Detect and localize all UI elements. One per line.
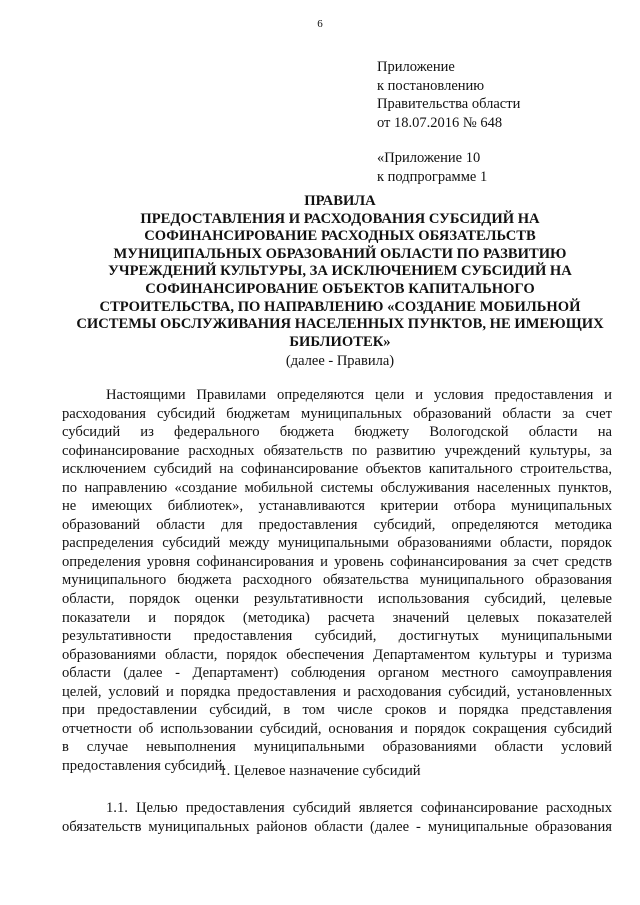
- paragraph-line: обязательств муниципальных районов области (далее - муниципальные образования: [62, 818, 612, 835]
- paragraph-line: софинансирование расходных обязательств по развитию учреждений культуры, за: [62, 442, 612, 459]
- paragraph-line: предоставления субсидий.: [62, 757, 227, 774]
- appendix-header: [377, 58, 520, 186]
- paragraph-line: Настоящими Правилами определяются цели и условия предоставления и: [106, 387, 612, 403]
- appendix-line: Правительства области: [377, 96, 521, 112]
- paragraph-line: по направлению «создание мобильной системы обслуживания населенных пунктов,: [62, 479, 612, 496]
- title-line: СОФИНАНСИРОВАНИЕ ОБЪЕКТОВ КАПИТАЛЬНОГО: [145, 280, 535, 297]
- paragraph-line: определения уровня софинансирования и уровень софинансирования за счет средств: [62, 553, 612, 570]
- paragraph-line: отчетности об использовании субсидий, основания и порядок сокращения субсидий: [62, 720, 612, 737]
- paragraph-line: не имеющих библиотек», устанавливаются критерии отбора муниципальных: [62, 498, 612, 515]
- title-line: ПРАВИЛА: [304, 193, 376, 209]
- paragraph-line: области, порядок оценки результативности использования субсидий, целевые: [62, 591, 612, 608]
- paragraph-line: 1.1. Целью предоставления субсидий является софинансирование расходных: [106, 800, 612, 816]
- paragraph-1-1: [62, 799, 612, 836]
- title-line: БИБЛИОТЕК»: [289, 333, 391, 350]
- paragraph-line: образований области для предоставления субсидий, определяются методика: [62, 516, 612, 533]
- paragraph-line: целей, условий и порядка предоставления и расходования субсидий, установленных: [62, 683, 612, 700]
- document-subtitle: (далее - Правила): [285, 353, 395, 369]
- title-line: СОФИНАНСИРОВАНИЕ РАСХОДНЫХ ОБЯЗАТЕЛЬСТВ: [144, 228, 536, 245]
- appendix-line: от 18.07.2016 № 648: [377, 114, 503, 131]
- appendix-line: к подпрограмме 1: [377, 168, 488, 185]
- title-line: ПРЕДОСТАВЛЕНИЯ И РАСХОДОВАНИЯ СУБСИДИЙ НА: [140, 210, 540, 227]
- appendix-line: к постановлению: [377, 77, 485, 94]
- paragraph-line: образованиями области, порядок обеспечения Департаментом культуры и туризма: [62, 646, 612, 663]
- paragraph-line: области (далее - Департамент) соблюдения органом местного самоуправления: [62, 665, 612, 682]
- title-line: СТРОИТЕЛЬСТВА, ПО НАПРАВЛЕНИЮ «СОЗДАНИЕ МОБИЛЬНОЙ: [99, 298, 581, 315]
- appendix-line: Приложение: [377, 59, 455, 75]
- paragraph-line: субсидий из федерального бюджета бюджету Вологодской области на: [62, 424, 612, 441]
- title-line: СИСТЕМЫ ОБСЛУЖИВАНИЯ НАСЕЛЕННЫХ ПУНКТОВ, НЕ ИМЕЮЩИХ: [76, 316, 604, 333]
- paragraph-line: показатели и порядок (методика) расчета значений целевых показателей: [62, 609, 612, 626]
- section-heading: 1. Целевое назначение субсидий: [219, 763, 421, 779]
- paragraph-line: в случае невыполнения муниципальными образованиями области условий: [62, 739, 612, 756]
- paragraph-line: муниципального бюджета расходного обязательства муниципального образования: [62, 572, 612, 589]
- main-paragraph: [62, 386, 612, 775]
- paragraph-line: результативности предоставления субсидий, достигнутых муниципальными: [62, 628, 612, 645]
- document-title: [40, 193, 640, 351]
- paragraph-line: расходования субсидий бюджетам муниципальных образований области за счет: [62, 405, 612, 422]
- appendix-line: «Приложение 10: [377, 150, 481, 166]
- paragraph-line: при предоставлении субсидий, в том числе сроков и порядка представления: [62, 702, 612, 719]
- title-line: МУНИЦИПАЛЬНЫХ ОБРАЗОВАНИЙ ОБЛАСТИ ПО РАЗВИТИЮ: [113, 245, 567, 262]
- paragraph-line: исключением субсидий на софинансирование объектов капитального строительства,: [62, 461, 612, 478]
- page-number: 6: [317, 18, 323, 30]
- paragraph-line: распределения субсидий между муниципальными образованиями области, порядок: [62, 535, 612, 552]
- title-line: УЧРЕЖДЕНИЙ КУЛЬТУРЫ, ЗА ИСКЛЮЧЕНИЕМ СУБСИДИЙ НА: [108, 263, 572, 280]
